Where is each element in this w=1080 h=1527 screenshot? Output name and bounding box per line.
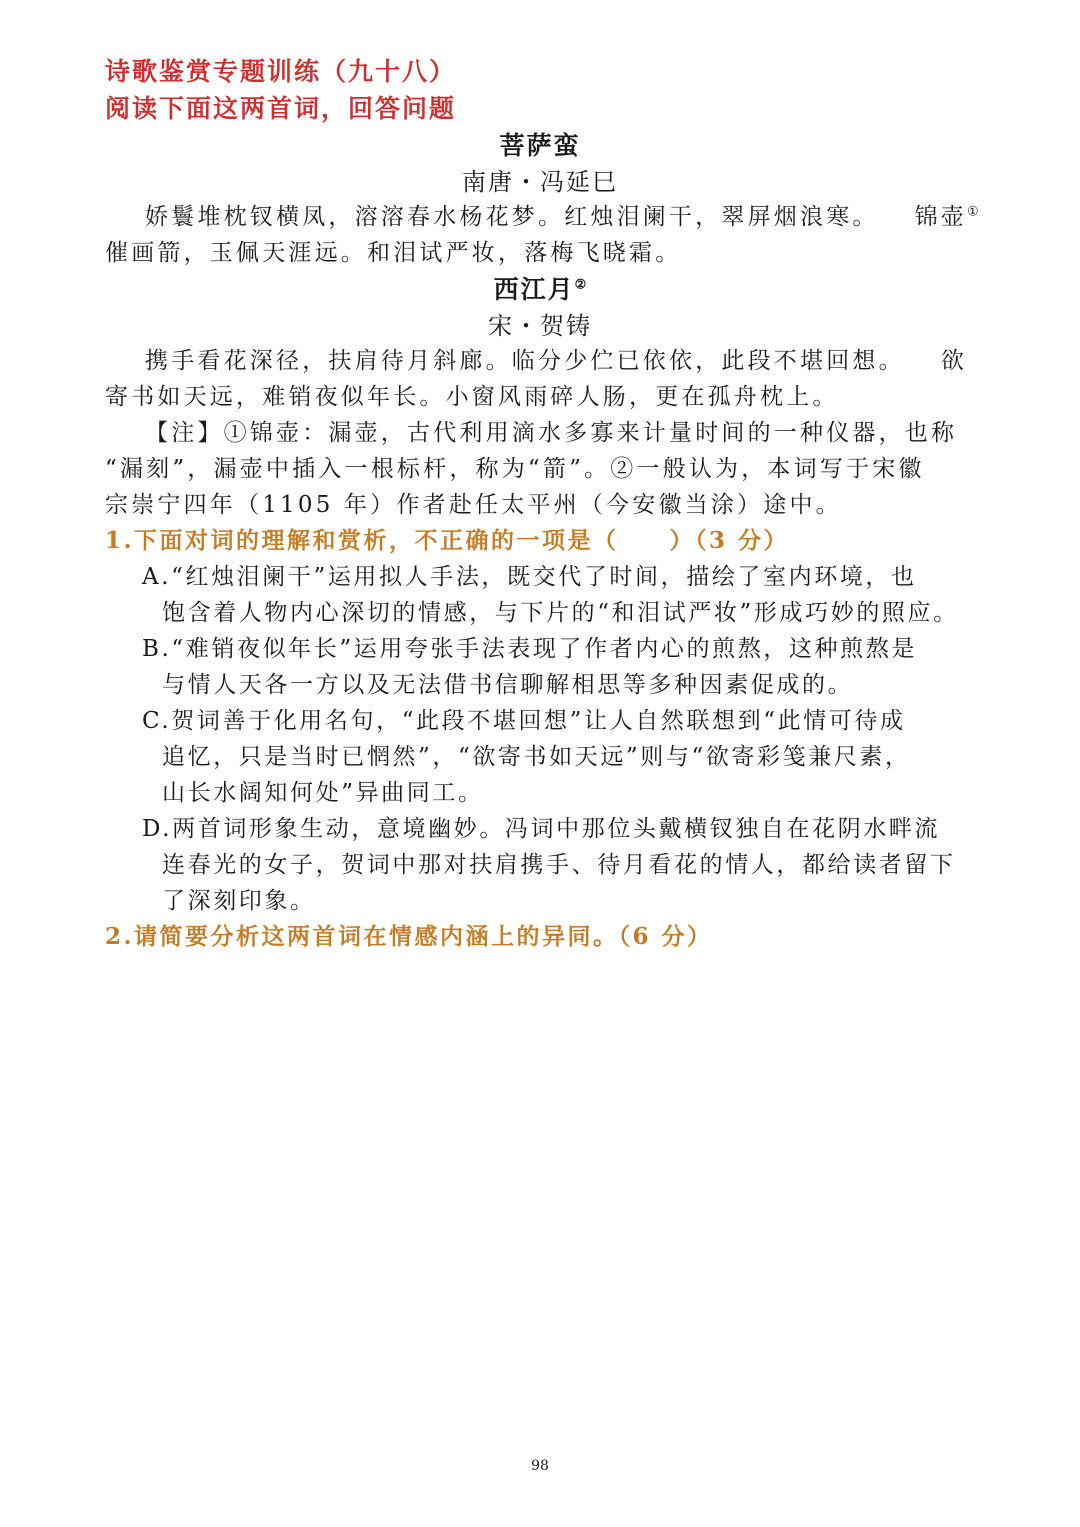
note-ref-1: ① bbox=[967, 204, 979, 220]
question2-prompt: 2.请简要分析这两首词在情感内涵上的异同。（6 分） bbox=[105, 923, 713, 950]
poem2-line2: 寄书如天远，难销夜似年长。小窗风雨碎人肠，更在孤舟枕上。 bbox=[105, 384, 839, 410]
poem2-title: 西江月 bbox=[493, 275, 575, 304]
question1-prompt: 1.下面对词的理解和赏析，不正确的一项是（ ）（3 分） bbox=[105, 527, 790, 554]
poem1-line1-tail: 锦壶 bbox=[914, 204, 968, 230]
option-a-line1: A.“红烛泪阑干”运用拟人手法，既交代了时间，描绘了室内环境，也 bbox=[142, 564, 917, 590]
option-c-line1: C.贺词善于化用名句，“此段不堪回想”让人自然联想到“此情可待成 bbox=[142, 708, 906, 734]
page-number: 98 bbox=[531, 1458, 549, 1474]
option-b-line2: 与情人天各一方以及无法借书信聊解相思等多种因素促成的。 bbox=[162, 672, 854, 698]
option-c-line3: 山长水阔知何处”异曲同工。 bbox=[162, 780, 484, 806]
option-d-line1: D.两首词形象生动，意境幽妙。冯词中那位头戴横钗独自在花阴水畔流 bbox=[142, 816, 941, 842]
notes-line2: “漏刻”，漏壶中插入一根标杆，称为“箭”。②一般认为，本词写于宋徽 bbox=[105, 456, 925, 482]
poem1-line1-text: 娇鬟堆枕钗横凤，溶溶春水杨花梦。红烛泪阑干，翠屏烟浪寒。 bbox=[145, 204, 879, 230]
poem1-line2: 催画箭，玉佩天涯远。和泪试严妆，落梅飞晓霜。 bbox=[105, 240, 682, 266]
poem2-line1-tail: 欲 bbox=[940, 348, 968, 374]
notes-line1: 【注】①锦壶：漏壶，古代利用滴水多寡来计量时间的一种仪器，也称 bbox=[145, 420, 958, 446]
series-title: 诗歌鉴赏专题训练（九十八） bbox=[105, 57, 457, 86]
poem2-line1-text: 携手看花深径，扶肩待月斜廊。临分少伫已依依，此段不堪回想。 bbox=[145, 348, 905, 374]
notes-line3: 宗崇宁四年（1105 年）作者赴任太平州（今安徽当涂）途中。 bbox=[105, 492, 842, 518]
option-a-line2: 饱含着人物内心深切的情感，与下片的“和泪试严妆”形成巧妙的照应。 bbox=[162, 600, 959, 626]
poem1-title: 菩萨蛮 bbox=[499, 131, 581, 160]
option-d-line3: 了深刻印象。 bbox=[162, 888, 316, 914]
option-d-line2: 连春光的女子，贺词中那对扶肩携手、待月看花的情人，都给读者留下 bbox=[162, 852, 956, 878]
poem2-author: 宋・贺铸 bbox=[488, 312, 592, 340]
option-b-line1: B.“难销夜似年长”运用夸张手法表现了作者内心的煎熬，这种煎熬是 bbox=[142, 636, 917, 662]
poem2-line1 bbox=[145, 342, 967, 375]
poem1-author: 南唐・冯延巳 bbox=[462, 168, 618, 196]
option-c-line2: 追忆，只是当时已惘然”，“欲寄书如天远”则与“欲寄彩笺兼尺素， bbox=[162, 744, 911, 770]
poem1-line1 bbox=[145, 198, 979, 231]
poem2-title-wrap bbox=[0, 270, 1080, 306]
note-ref-2: ② bbox=[574, 277, 587, 293]
instruction-heading: 阅读下面这两首词，回答问题 bbox=[105, 94, 457, 123]
